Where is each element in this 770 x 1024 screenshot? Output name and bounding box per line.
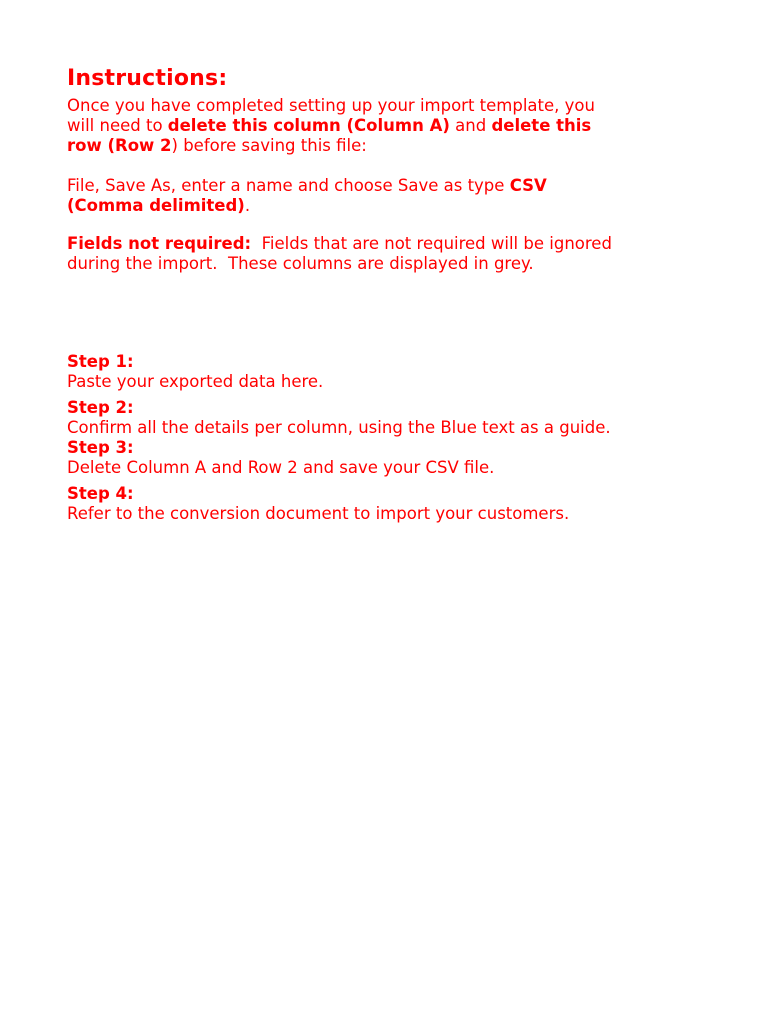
step-1-text: Paste your exported data here. [67, 372, 324, 391]
instructions-sheet [67, 64, 627, 524]
csv-type-emphasis: CSV (Comma delimited) [67, 176, 547, 215]
step-2-label: Step 2: [67, 398, 134, 417]
save-intro-text: File, Save As, enter a name and choose Save as type [67, 176, 510, 195]
instructions-paragraph-fields [67, 234, 627, 274]
step-3-label: Step 3: [67, 438, 134, 457]
step-4-label: Step 4: [67, 484, 134, 503]
instructions-title: Instructions: [67, 66, 228, 91]
delete-intro-text: Once you have completed setting up your import template, you will need to [67, 96, 595, 135]
delete-and-text: and [449, 116, 492, 135]
fields-not-required-label: Fields not required: [67, 234, 252, 253]
step-1 [67, 352, 627, 392]
step-4-text: Refer to the conversion document to import your customers. [67, 504, 570, 523]
save-outro-text: . [244, 196, 251, 215]
step-2 [67, 398, 627, 438]
delete-row-emphasis: delete this row (Row 2 [67, 116, 592, 155]
fields-not-required-text: Fields that are not required will be ignored during the import. These columns are displayed in grey. [67, 234, 618, 273]
instructions-paragraph-delete [67, 96, 627, 156]
steps-list [67, 352, 627, 524]
step-2-text: Confirm all the details per column, using the Blue text as a guide. [67, 418, 611, 437]
delete-column-emphasis: delete this column (Column A) [167, 116, 450, 135]
step-3-text: Delete Column A and Row 2 and save your CSV file. [67, 458, 495, 477]
delete-outro-text: ) before saving this file: [171, 136, 367, 155]
step-4 [67, 484, 627, 524]
step-3 [67, 438, 627, 478]
instructions-paragraph-save [67, 176, 627, 216]
step-1-label: Step 1: [67, 352, 134, 371]
